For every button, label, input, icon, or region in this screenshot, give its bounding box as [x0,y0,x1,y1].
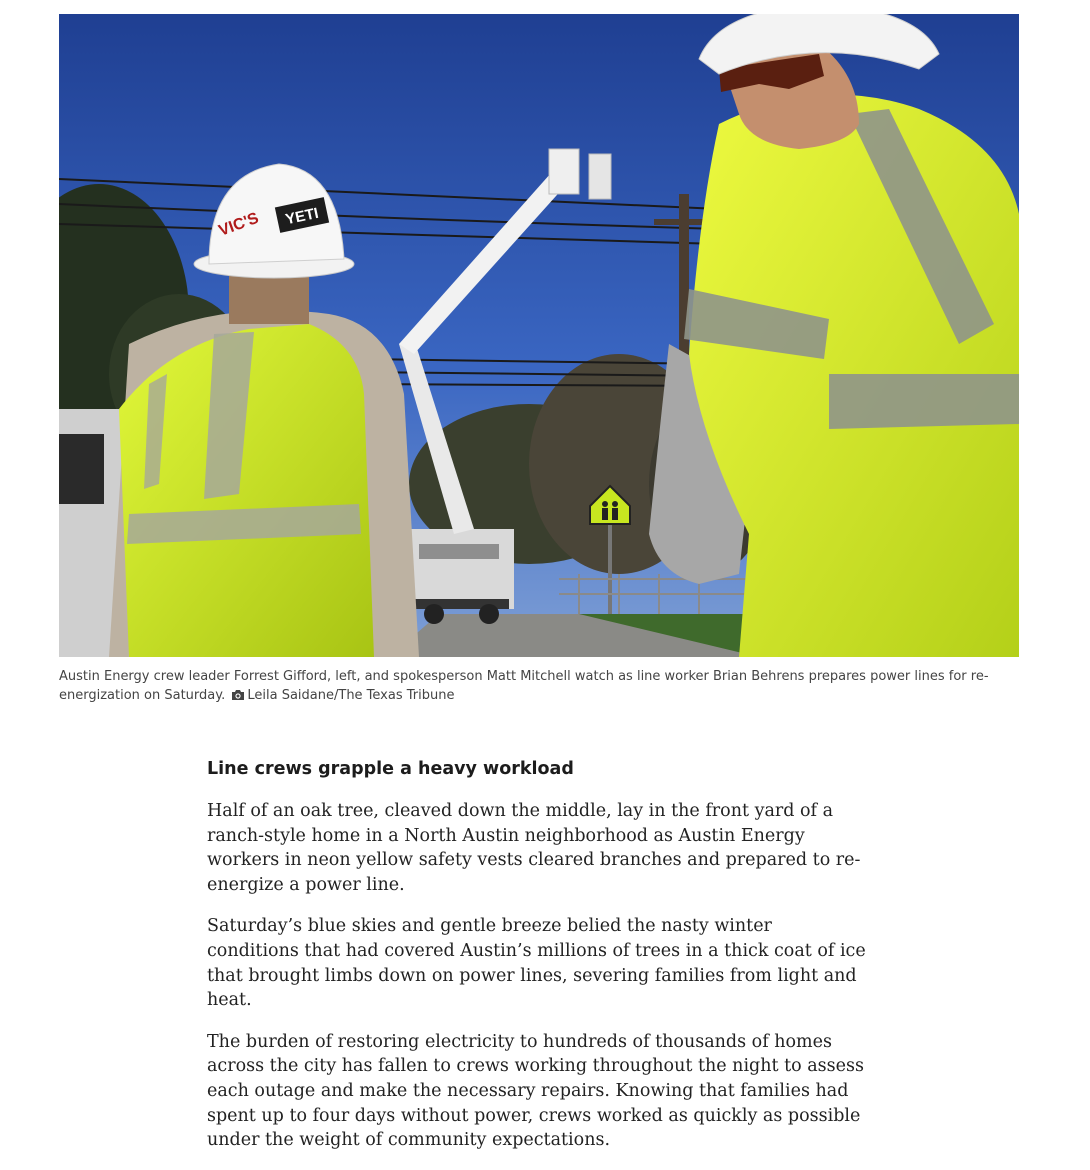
photo-illustration [59,14,1019,657]
paragraph: Saturday’s blue skies and gentle breeze belied the nasty winter conditions that had covered Austin’s millions of trees in a thick coat of ice that brought limbs down on power lines, severing families from light and heat. [207,916,866,1011]
photo-caption [59,667,1009,707]
article-body [207,755,869,1170]
photo-credit: Leila Saidane/The Texas Tribune [247,688,455,703]
caption-text: Austin Energy crew leader Forrest Gifford, left, and spokesperson Matt Mitchell watch as line worker Brian Behrens prepares power lines for re-energization on Saturday. [59,669,989,703]
camera-icon [231,688,245,707]
paragraph: The burden of restoring electricity to hundreds of thousands of homes across the city has fallen to crews working throughout the night to assess each outage and make the necessary repairs. Knowing that families had spent up to four days without power, crews worked as quickly as possible under the weight of community expectations. [207,1031,864,1151]
hardhat-sticker-left: VIC'S [216,209,262,240]
hardhat-sticker-right: YETI [283,204,321,229]
section-heading: Line crews grapple a heavy workload [207,759,574,779]
paragraph: Half of an oak tree, cleaved down the middle, lay in the front yard of a ranch-style home in a North Austin neighborhood as Austin Energy workers in neon yellow safety vests cleared branches and prepared to re-energize a power line. [207,801,861,895]
article-photo [59,14,1019,657]
